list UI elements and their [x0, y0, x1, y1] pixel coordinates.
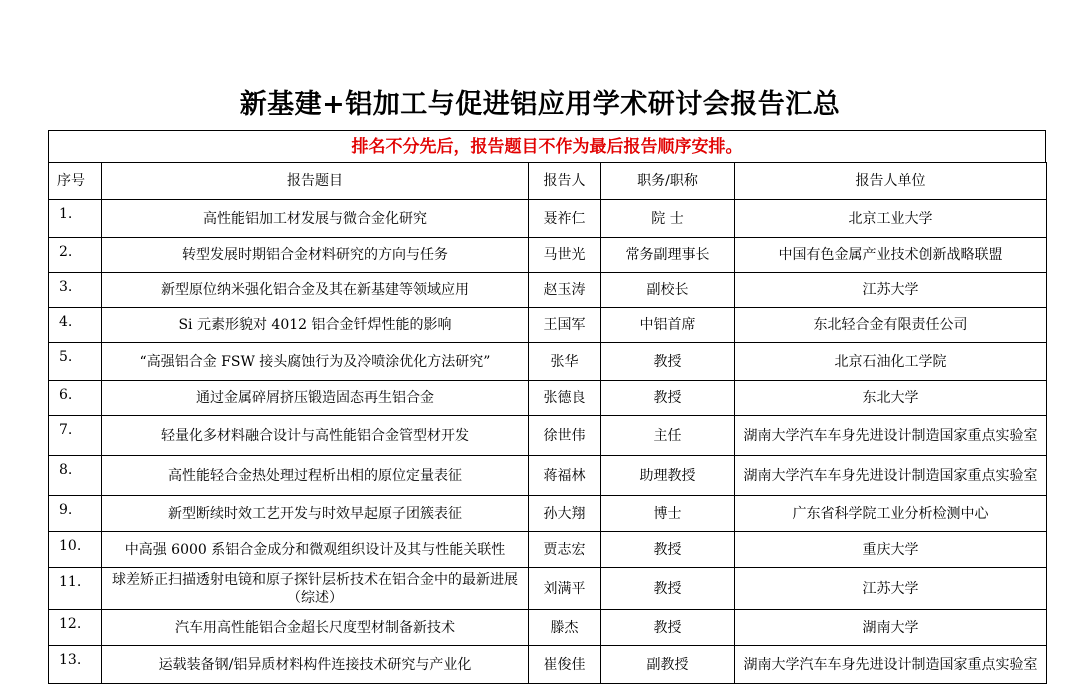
cell-reporter: 徐世伟 [529, 416, 601, 456]
header-reporter: 报告人 [529, 163, 601, 200]
cell-position: 教授 [601, 532, 735, 568]
cell-position: 教授 [601, 343, 735, 381]
cell-position: 教授 [601, 568, 735, 610]
cell-topic: 转型发展时期铝合金材料研究的方向与任务 [102, 238, 529, 273]
cell-topic: Si 元素形貌对 4012 铝合金钎焊性能的影响 [102, 308, 529, 343]
cell-unit: 江苏大学 [735, 568, 1047, 610]
table-row [49, 456, 1047, 496]
header-unit: 报告人单位 [735, 163, 1047, 200]
cell-position: 主任 [601, 416, 735, 456]
table-row [49, 568, 1047, 610]
header-topic: 报告题目 [102, 163, 529, 200]
table-row [49, 273, 1047, 308]
cell-position: 博士 [601, 496, 735, 532]
cell-topic: 汽车用高性能铝合金超长尺度型材制备新技术 [102, 610, 529, 646]
table-row [49, 496, 1047, 532]
cell-topic: 高性能铝加工材发展与微合金化研究 [102, 200, 529, 238]
cell-topic: 高性能轻合金热处理过程析出相的原位定量表征 [102, 456, 529, 496]
cell-seq: 11. [49, 568, 102, 610]
cell-position: 中铝首席 [601, 308, 735, 343]
table-row [49, 646, 1047, 684]
cell-position: 副校长 [601, 273, 735, 308]
cell-unit: 中国有色金属产业技术创新战略联盟 [735, 238, 1047, 273]
cell-reporter: 滕杰 [529, 610, 601, 646]
table-row [49, 610, 1047, 646]
table-row [49, 381, 1047, 416]
cell-seq: 10. [49, 532, 102, 568]
cell-unit: 广东省科学院工业分析检测中心 [735, 496, 1047, 532]
cell-position: 副教授 [601, 646, 735, 684]
table-row [49, 343, 1047, 381]
cell-reporter: 孙大翔 [529, 496, 601, 532]
cell-unit: 江苏大学 [735, 273, 1047, 308]
cell-reporter: 张德良 [529, 381, 601, 416]
cell-reporter: 蒋福林 [529, 456, 601, 496]
table-header-row [49, 163, 1047, 200]
cell-unit: 北京工业大学 [735, 200, 1047, 238]
cell-reporter: 赵玉涛 [529, 273, 601, 308]
cell-topic: 运载装备钢/铝异质材料构件连接技术研究与产业化 [102, 646, 529, 684]
cell-seq: 8. [49, 456, 102, 496]
page-title: 新基建+铝加工与促进铝应用学术研讨会报告汇总 [239, 89, 841, 120]
table-row [49, 532, 1047, 568]
cell-unit: 北京石油化工学院 [735, 343, 1047, 381]
cell-seq: 1. [49, 200, 102, 238]
cell-unit: 湖南大学汽车车身先进设计制造国家重点实验室 [735, 416, 1047, 456]
table-row [49, 200, 1047, 238]
cell-position: 助理教授 [601, 456, 735, 496]
cell-unit: 湖南大学汽车车身先进设计制造国家重点实验室 [735, 456, 1047, 496]
cell-topic: 新型断续时效工艺开发与时效早起原子团簇表征 [102, 496, 529, 532]
table-row [49, 416, 1047, 456]
cell-seq: 7. [49, 416, 102, 456]
cell-unit: 东北轻合金有限责任公司 [735, 308, 1047, 343]
cell-position: 教授 [601, 381, 735, 416]
cell-topic: 新型原位纳米强化铝合金及其在新基建等领域应用 [102, 273, 529, 308]
cell-seq: 12. [49, 610, 102, 646]
report-table [48, 162, 1047, 684]
cell-seq: 3. [49, 273, 102, 308]
cell-seq: 13. [49, 646, 102, 684]
cell-seq: 6. [49, 381, 102, 416]
cell-position: 院 士 [601, 200, 735, 238]
cell-reporter: 马世光 [529, 238, 601, 273]
cell-reporter: 聂祚仁 [529, 200, 601, 238]
cell-reporter: 刘满平 [529, 568, 601, 610]
cell-topic: 球差矫正扫描透射电镜和原子探针层析技术在铝合金中的最新进展（综述） [102, 568, 529, 610]
cell-topic: “高强铝合金 FSW 接头腐蚀行为及冷喷涂优化方法研究” [102, 343, 529, 381]
table-row [49, 238, 1047, 273]
table-row [49, 308, 1047, 343]
cell-reporter: 王国军 [529, 308, 601, 343]
cell-topic: 轻量化多材料融合设计与高性能铝合金管型材开发 [102, 416, 529, 456]
cell-unit: 重庆大学 [735, 532, 1047, 568]
cell-unit: 湖南大学 [735, 610, 1047, 646]
cell-seq: 9. [49, 496, 102, 532]
cell-topic: 中高强 6000 系铝合金成分和微观组织设计及其与性能关联性 [102, 532, 529, 568]
cell-position: 常务副理事长 [601, 238, 735, 273]
header-seq: 序号 [49, 163, 102, 200]
cell-reporter: 崔俊佳 [529, 646, 601, 684]
cell-unit: 东北大学 [735, 381, 1047, 416]
cell-seq: 4. [49, 308, 102, 343]
cell-reporter: 张华 [529, 343, 601, 381]
cell-unit: 湖南大学汽车车身先进设计制造国家重点实验室 [735, 646, 1047, 684]
header-position: 职务/职称 [601, 163, 735, 200]
cell-topic: 通过金属碎屑挤压锻造固态再生铝合金 [102, 381, 529, 416]
cell-reporter: 贾志宏 [529, 532, 601, 568]
cell-seq: 2. [49, 238, 102, 273]
cell-seq: 5. [49, 343, 102, 381]
notice-banner: 排名不分先后，报告题目不作为最后报告顺序安排。 [48, 130, 1046, 162]
cell-position: 教授 [601, 610, 735, 646]
